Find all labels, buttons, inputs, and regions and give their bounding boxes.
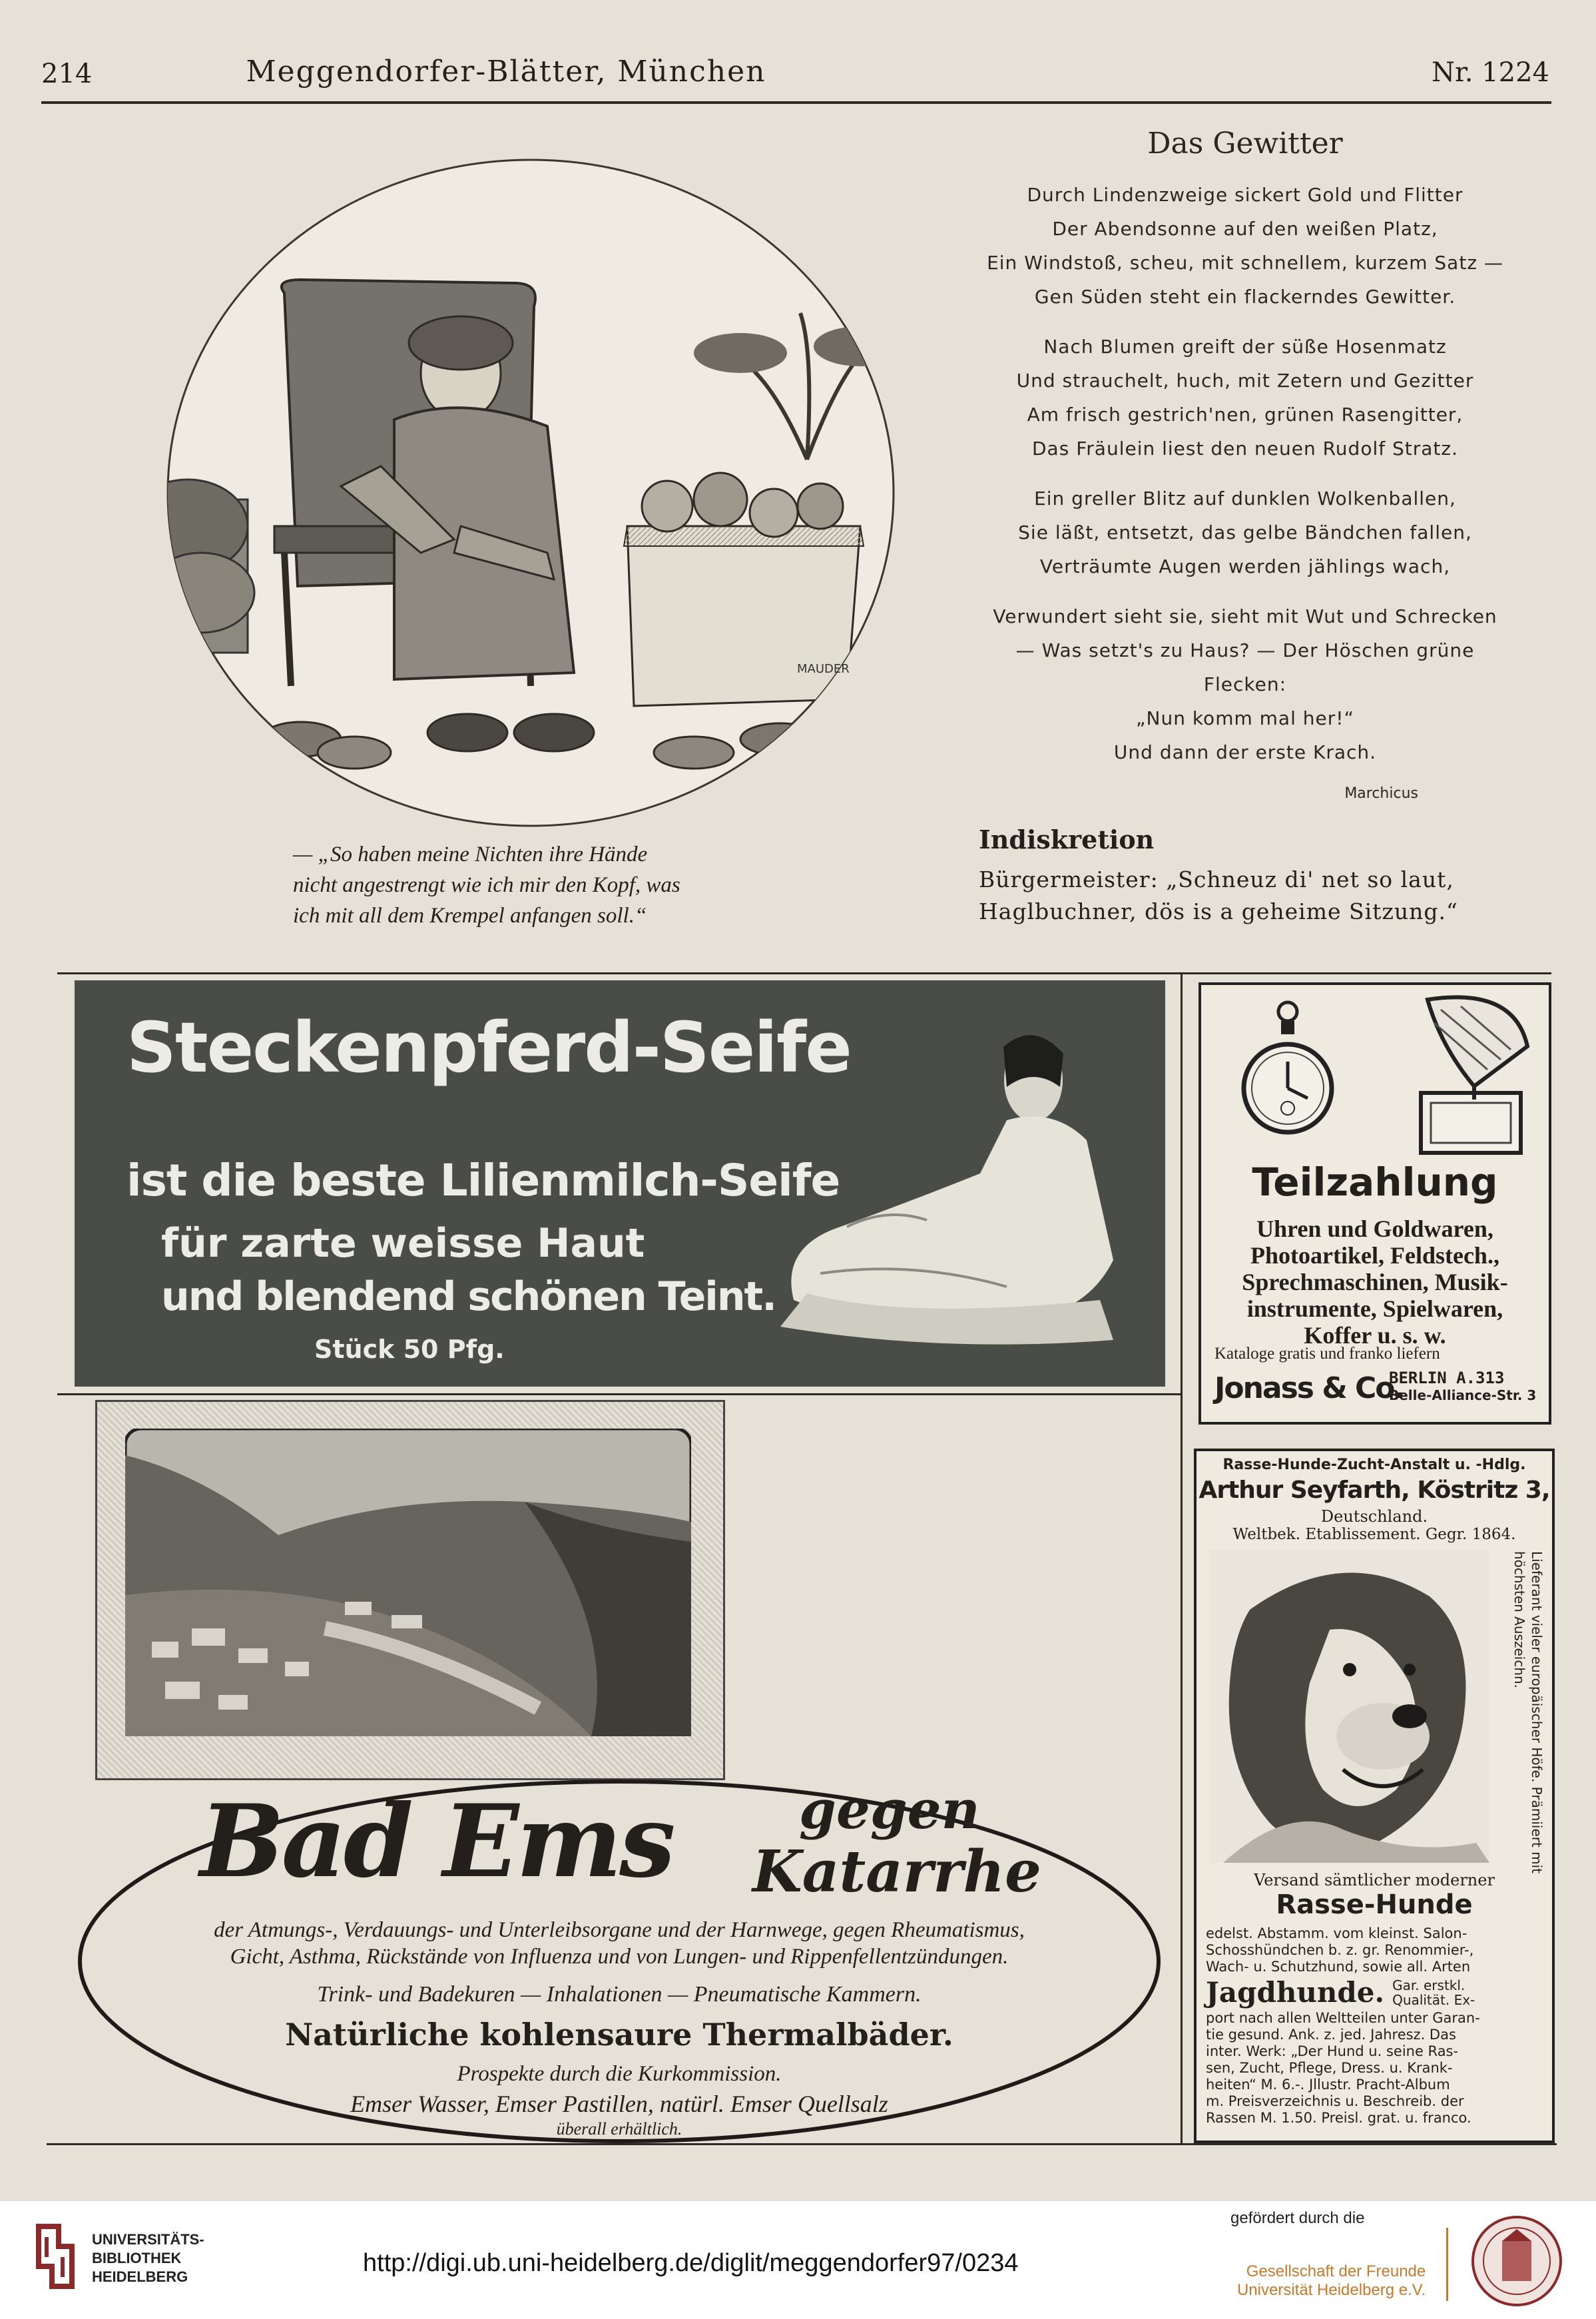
library-name <box>92 2230 204 2286</box>
poem-line: Das Fräulein liest den neuen Rudolf Stratz. <box>1032 438 1458 460</box>
poem-line: Verwundert sieht sie, sieht mit Wut und Schrecken <box>993 605 1497 627</box>
hunde-jagd: Jagdhunde. <box>1206 1976 1385 2009</box>
source-url-link[interactable]: http://digi.ub.uni-heidelberg.de/diglit/meggendorfer97/0234 <box>363 2249 1019 2277</box>
poem-author: Marchicus <box>1344 785 1418 802</box>
hunde-side-text: Lieferant vieler europäischer Höfe. Prämiiert mit höchsten Auszeichn. <box>1511 1551 1545 1874</box>
teilzahlung-line: Uhren und Goldwaren, <box>1256 1215 1493 1242</box>
bad-ems-photo-frame <box>95 1400 725 1780</box>
society-name-line: Universität Heidelberg e.V. <box>1237 2281 1426 2299</box>
hunde-body-line: edelst. Abstamm. vom kleinst. Salon- <box>1206 1925 1467 1941</box>
teilzahlung-catalog: Kataloge gratis und franko liefern <box>1214 1345 1440 1363</box>
bad-ems-ad <box>73 1752 1165 2151</box>
indiskretion-title: Indiskretion <box>979 825 1155 854</box>
hunde-body-line: port nach allen Weltteilen unter Garan- <box>1206 2010 1480 2026</box>
issue-number: Nr. 1224 <box>1432 57 1549 88</box>
steckenpferd-ad <box>75 980 1165 1387</box>
teilzahlung-line: Photoartikel, Feldstech., <box>1250 1242 1499 1269</box>
library-name-line: BIBLIOTHEK <box>92 2250 182 2266</box>
bad-ems-desc-line: der Atmungs-, Verdauungs- und Unterleibsorgane und der Harnwege, gegen Rheumatismus, <box>214 1918 1025 1942</box>
bad-ems-desc-line: Gicht, Asthma, Rückstände von Influenza und von Lungen- und Rippenfellentzündungen. <box>230 1945 1009 1969</box>
bad-ems-available: überall erhältlich. <box>556 2119 682 2139</box>
column-rule <box>1181 972 1183 2145</box>
page-number: 214 <box>41 59 93 89</box>
poem-line: Gen Süden steht ein flackerndes Gewitter. <box>1034 286 1456 308</box>
journal-title: Meggendorfer-Blätter, München <box>246 55 766 89</box>
poem-line: Ein Windstoß, scheu, mit schnellem, kurzem Satz — <box>987 252 1503 274</box>
university-library-logo-icon <box>32 2220 79 2293</box>
st-bernard-dog-illustration <box>1210 1550 1489 1863</box>
caption-line: nicht angestrengt wie ich mir den Kopf, was <box>293 873 680 897</box>
bad-ems-thermal: Natürliche kohlensaure Thermalbäder. <box>285 2017 953 2053</box>
hunde-body <box>1206 1925 1543 2127</box>
poem-line: Durch Lindenzweige sickert Gold und Flitter <box>1027 184 1463 206</box>
bad-ems-landscape-photo <box>125 1429 691 1736</box>
cartoon-drawing <box>141 153 900 832</box>
hunde-body-line: heiten“ M. 6.-. Jllustr. Pracht-Album <box>1206 2077 1450 2093</box>
illustration-signature: MAUDER <box>797 662 850 676</box>
poem-line: Der Abendsonne auf den weißen Platz, <box>1052 218 1438 240</box>
teilzahlung-line: Sprechmaschinen, Musik- <box>1242 1269 1508 1295</box>
header-rule <box>41 101 1551 104</box>
bottom-rule <box>47 2143 1557 2145</box>
indiskretion-line: Haglbuchner, dös is a geheime Sitzung.“ <box>979 898 1458 924</box>
hunde-rasse: Rasse-Hunde <box>1276 1889 1473 1920</box>
hunde-jagd-side <box>1392 1978 1475 2007</box>
gramophone-icon <box>1401 993 1534 1160</box>
hunde-body-line: Schosshündchen b. z. gr. Renommier-, <box>1206 1942 1474 1958</box>
steckenpferd-line: und blendend schönen Teint. <box>161 1273 776 1320</box>
hunde-top: Rasse-Hunde-Zucht-Anstalt u. -Hdlg. <box>1222 1457 1526 1473</box>
teilzahlung-city: BERLIN A.313 <box>1389 1369 1505 1387</box>
pocket-watch-icon <box>1241 998 1334 1152</box>
caption-line: — „So haben meine Nichten ihre Hände <box>293 842 648 866</box>
hunde-name: Arthur Seyfarth, Köstritz 3, <box>1198 1477 1550 1504</box>
section-rule <box>57 972 1551 974</box>
bad-ems-gegen: gegen <box>799 1778 980 1841</box>
bad-ems-therapies: Trink- und Badekuren — Inhalationen — Pneumatische Kammern. <box>317 1982 922 2007</box>
society-name-line: Gesellschaft der Freunde <box>1246 2262 1426 2280</box>
bad-ems-katarrhe: Katarrhe <box>752 1838 1041 1905</box>
hunde-body-line: tie gesund. Ank. z. jed. Jahresz. Das <box>1206 2027 1456 2043</box>
poem <box>959 127 1531 802</box>
seated-woman-illustration <box>740 1007 1153 1380</box>
hunde-body-line: sen, Zucht, Pflege, Dress. u. Krank- <box>1206 2060 1453 2076</box>
hunde-body-line: m. Preisverzeichnis u. Beschreib. der <box>1206 2093 1464 2109</box>
poem-line: „Nun komm mal her!“ <box>1136 707 1354 729</box>
teilzahlung-title: Teilzahlung <box>1252 1160 1498 1205</box>
footer-divider <box>1446 2228 1448 2301</box>
poem-line: Flecken: <box>1203 673 1287 695</box>
bad-ems-products: Emser Wasser, Emser Pastillen, natürl. Emser Quellsalz <box>350 2091 888 2117</box>
poem-stanza <box>959 482 1531 583</box>
steckenpferd-line: für zarte weisse Haut <box>161 1220 645 1267</box>
hunde-jagd-row <box>1206 1975 1543 2010</box>
poem-line: Und strauchelt, huch, mit Zetern und Gezitter <box>1016 370 1474 392</box>
university-seal-icon <box>1470 2214 1563 2308</box>
poem-line: Am frisch gestrich'nen, grünen Rasengitter, <box>1027 404 1463 426</box>
poem-line: Und dann der erste Krach. <box>1113 741 1377 763</box>
poem-line: Ein greller Blitz auf dunklen Wolkenballen, <box>1034 488 1456 509</box>
hunde-jagd-side-line: Qualität. Ex- <box>1392 1992 1475 2008</box>
ad-rule <box>57 1393 1181 1395</box>
indiskretion-line: Bürgermeister: „Schneuz di' net so laut, <box>979 866 1454 892</box>
poem-line: Verträumte Augen werden jählings wach, <box>1039 555 1451 577</box>
poem-stanza <box>959 330 1531 466</box>
hunde-body-line: Rassen M. 1.50. Preisl. grat. u. franco. <box>1206 2110 1471 2126</box>
teilzahlung-line: instrumente, Spielwaren, <box>1246 1295 1503 1322</box>
bad-ems-prospekte: Prospekte durch die Kurkommission. <box>457 2062 782 2086</box>
caption-line: ich mit all dem Krempel anfangen soll.“ <box>293 904 647 928</box>
library-name-line: UNIVERSITÄTS- <box>92 2231 204 2248</box>
cartoon-illustration <box>141 153 900 832</box>
library-name-line: HEIDELBERG <box>92 2268 188 2285</box>
poem-line: — Was setzt's zu Haus? — Der Höschen grüne <box>1015 639 1475 661</box>
indiskretion-section <box>979 825 1551 928</box>
hunde-country: Deutschland. <box>1320 1507 1428 1526</box>
steckenpferd-price: Stück 50 Pfg. <box>314 1335 505 1364</box>
poem-line: Nach Blumen greift der süße Hosenmatz <box>1043 336 1447 358</box>
rasse-hunde-ad <box>1194 1449 1555 2143</box>
teilzahlung-line: Koffer u. s. w. <box>1304 1322 1446 1349</box>
poem-stanza <box>959 178 1531 314</box>
poem-title: Das Gewitter <box>1147 127 1343 161</box>
hunde-established: Weltbek. Etablissement. Gegr. 1864. <box>1232 1526 1516 1543</box>
hunde-versand: Versand sämtlicher moderner <box>1254 1871 1495 1889</box>
teilzahlung-street: Belle-Alliance-Str. 3 <box>1389 1387 1537 1403</box>
funded-by: gefördert durch die <box>1230 2209 1365 2227</box>
steckenpferd-brand: Steckenpferd-Seife <box>127 1007 851 1088</box>
teilzahlung-ad <box>1198 982 1551 1425</box>
poem-line: Sie läßt, entsetzt, das gelbe Bändchen fallen, <box>1018 521 1472 543</box>
bad-ems-name: Bad Ems <box>200 1783 673 1900</box>
teilzahlung-list <box>1209 1215 1541 1349</box>
poem-stanza <box>959 599 1531 769</box>
steckenpferd-line: ist die beste Lilienmilch-Seife <box>127 1155 840 1206</box>
society-name <box>1237 2262 1426 2300</box>
digitization-footer <box>0 2201 1596 2319</box>
hunde-body-line: inter. Werk: „Der Hund u. seine Ras- <box>1206 2043 1459 2059</box>
hunde-jagd-side-line: Gar. erstkl. <box>1392 1977 1465 1993</box>
hunde-body-line: Wach- u. Schutzhund, sowie all. Arten <box>1206 1959 1471 1975</box>
teilzahlung-company: Jonass & Co. <box>1214 1371 1404 1405</box>
illustration-caption <box>293 839 812 931</box>
